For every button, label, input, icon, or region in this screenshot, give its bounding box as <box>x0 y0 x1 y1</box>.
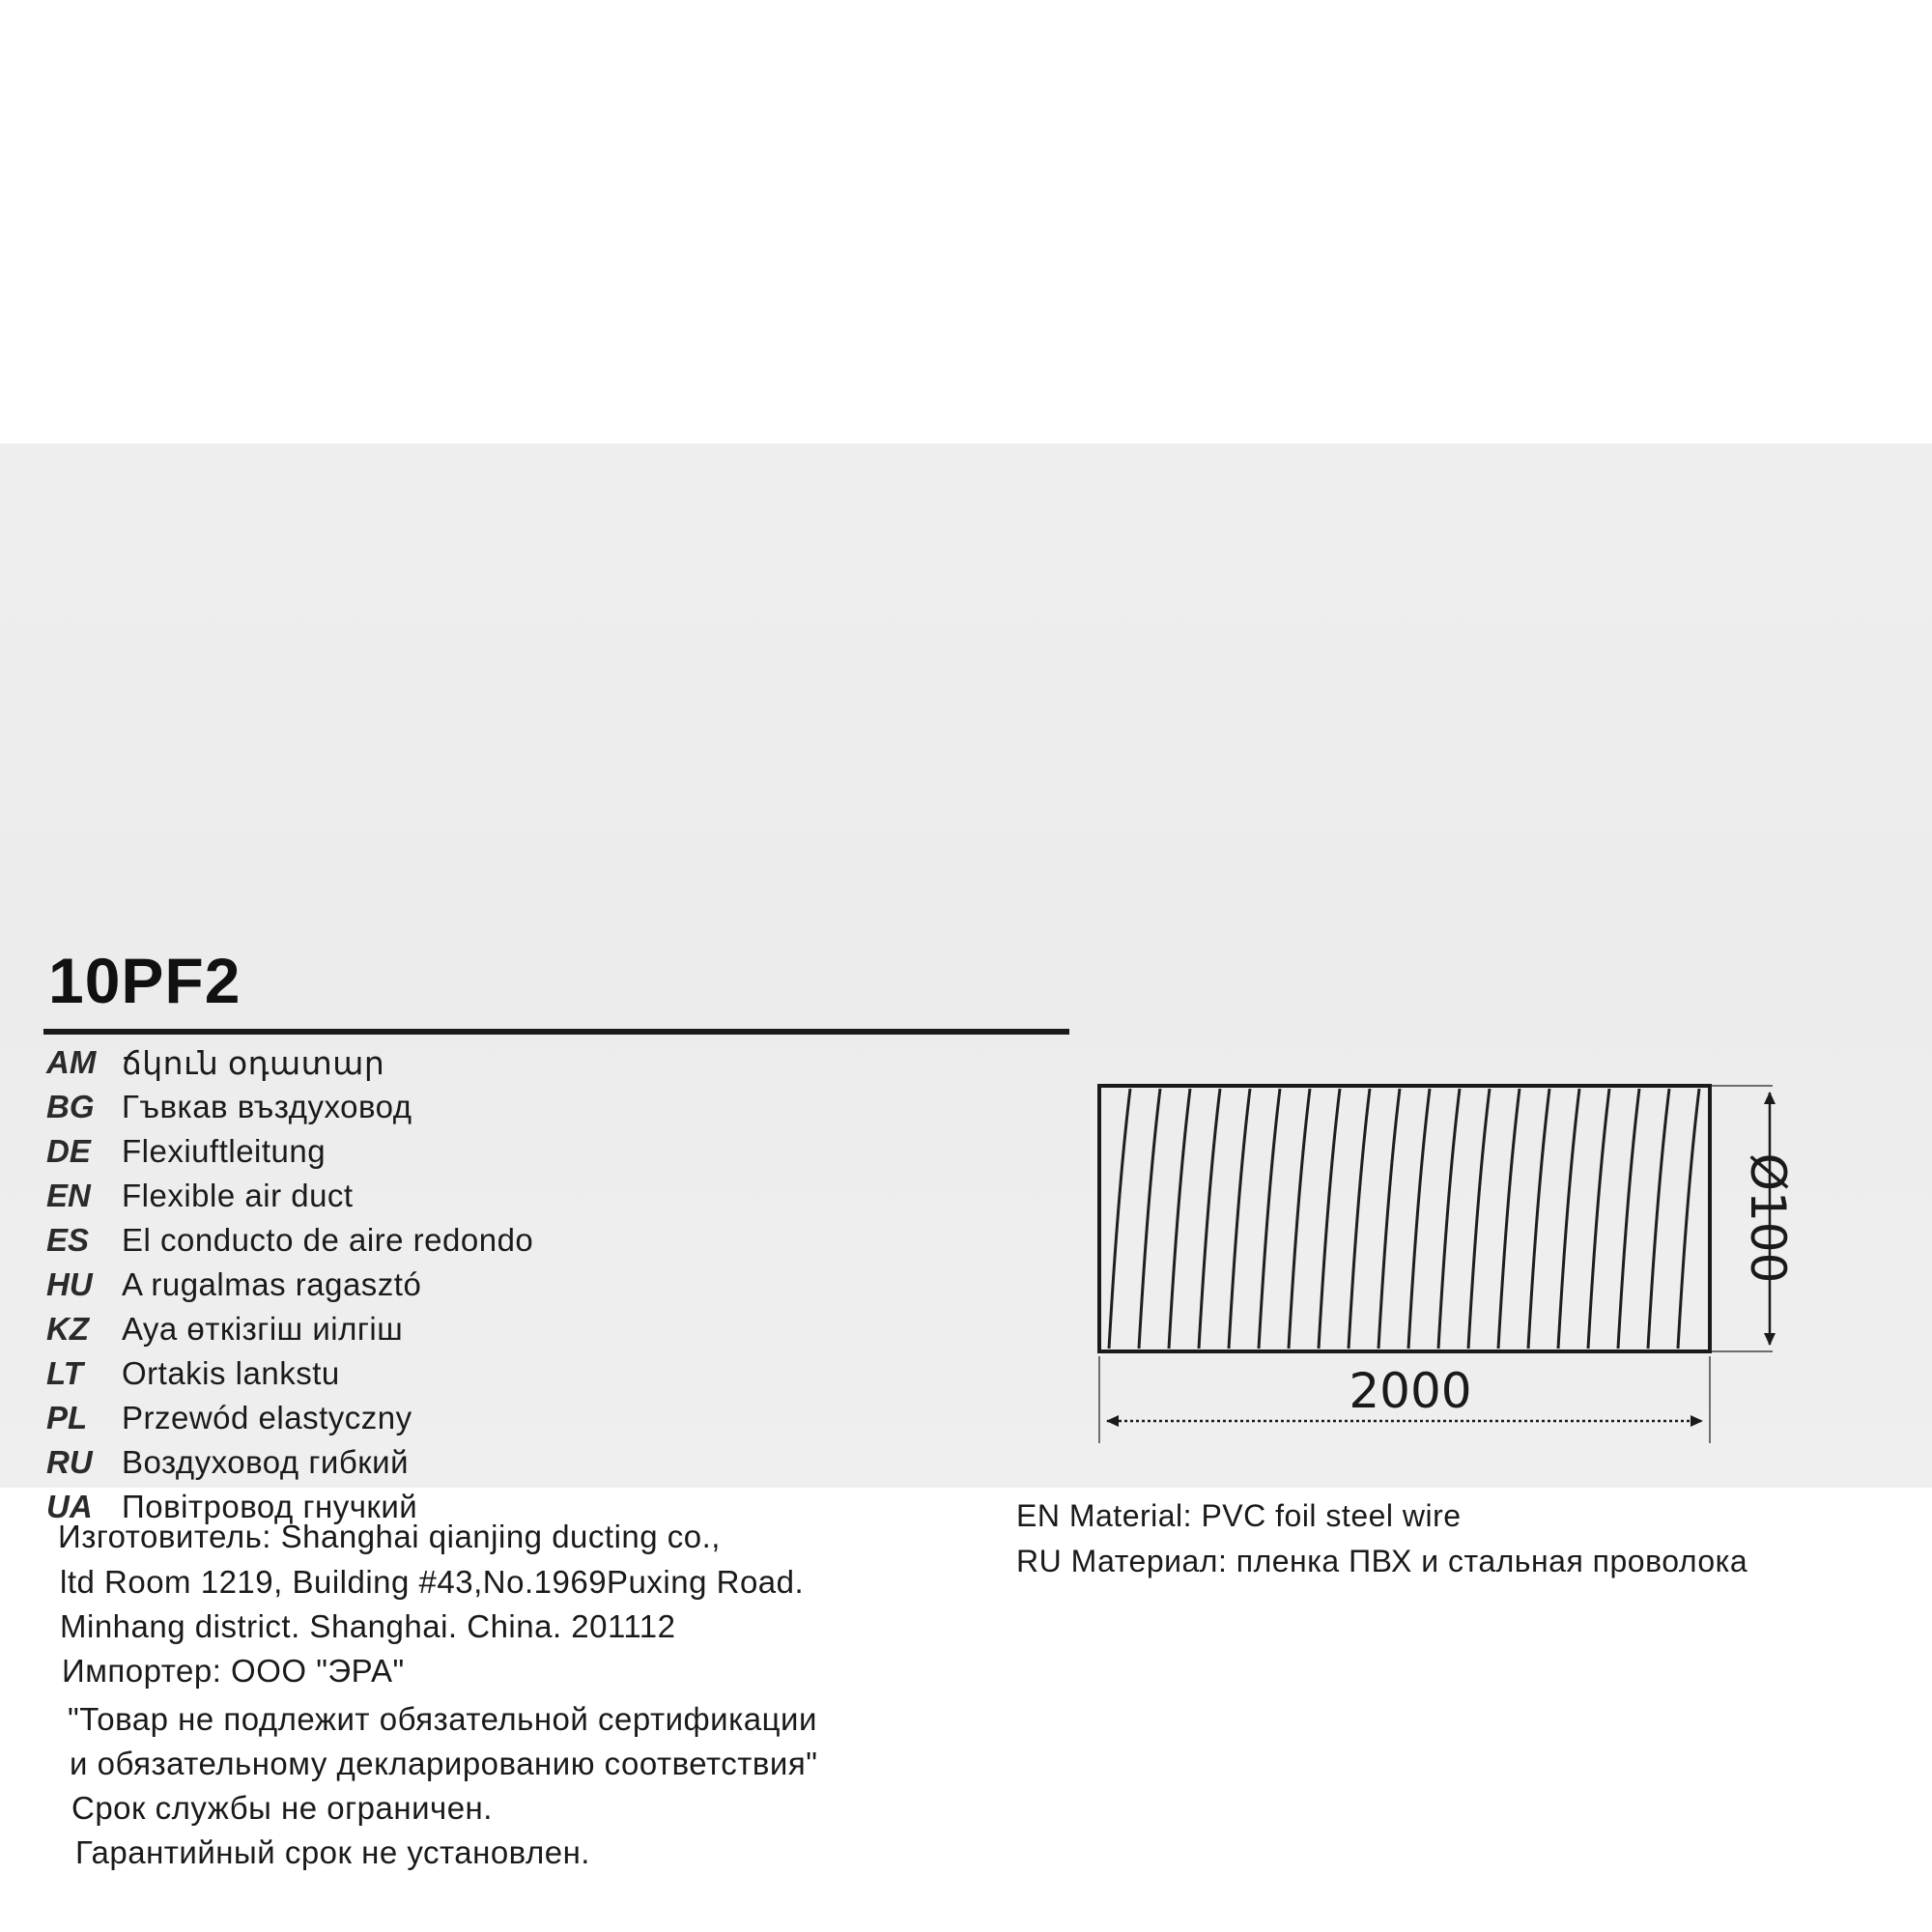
material-ru: RU Материал: пленка ПВХ и стальная проволока <box>1016 1544 1748 1578</box>
product-label <box>0 443 1932 1870</box>
notice-line: Срок службы не ограничен. <box>71 1790 493 1826</box>
product-name: ճկուն օդատար <box>122 1045 385 1081</box>
language-code: ES <box>46 1222 90 1258</box>
duct-outline <box>1099 1086 1710 1351</box>
notice-line: Гарантийный срок не установлен. <box>75 1834 590 1870</box>
product-name: A rugalmas ragasztó <box>122 1266 422 1302</box>
length-label: 2000 <box>1349 1363 1472 1419</box>
product-code: 10PF2 <box>48 945 242 1016</box>
language-code: HU <box>46 1266 93 1302</box>
product-name: Гъвкав въздуховод <box>122 1089 412 1124</box>
title-divider <box>43 1029 1069 1035</box>
manufacturer-line: Изготовитель: Shanghai qianjing ducting co., <box>58 1519 721 1554</box>
language-code: DE <box>46 1133 91 1169</box>
importer-line: Импортер: ООО "ЭРА" <box>62 1653 405 1689</box>
notice-line: "Товар не подлежит обязательной сертификации <box>68 1701 817 1737</box>
product-name: Aya өткізгіш иілгіш <box>122 1311 404 1347</box>
diameter-label: Ø100 <box>1740 1152 1796 1284</box>
language-code: UA <box>46 1489 93 1524</box>
language-code: EN <box>46 1178 91 1213</box>
manufacturer-line: Minhang district. Shanghai. China. 201112 <box>60 1608 676 1644</box>
product-name: Flexiuftleitung <box>122 1133 327 1169</box>
manufacturer-line: ltd Room 1219, Building #43,No.1969Puxing Road. <box>60 1564 805 1600</box>
language-code: KZ <box>46 1311 89 1347</box>
language-code: PL <box>46 1400 88 1435</box>
product-name: Ortakis lankstu <box>122 1355 340 1391</box>
duct-spiral-lines <box>1109 1089 1699 1349</box>
product-name: Воздуховод гибкий <box>122 1444 410 1480</box>
language-code: RU <box>46 1444 93 1480</box>
product-name: Повітровод гнучкий <box>122 1489 418 1524</box>
language-code: BG <box>46 1089 95 1124</box>
language-code: LT <box>46 1355 83 1391</box>
product-name: Flexible air duct <box>122 1178 354 1213</box>
product-name: El conducto de aire redondo <box>122 1222 534 1258</box>
language-code: AM <box>46 1044 97 1080</box>
notice-line: и обязательному декларированию соответствия" <box>70 1746 818 1781</box>
product-name: Przewód elastyczny <box>122 1400 412 1435</box>
duct-diagram <box>1082 1071 1797 1458</box>
material-en: EN Material: PVC foil steel wire <box>1016 1498 1462 1533</box>
